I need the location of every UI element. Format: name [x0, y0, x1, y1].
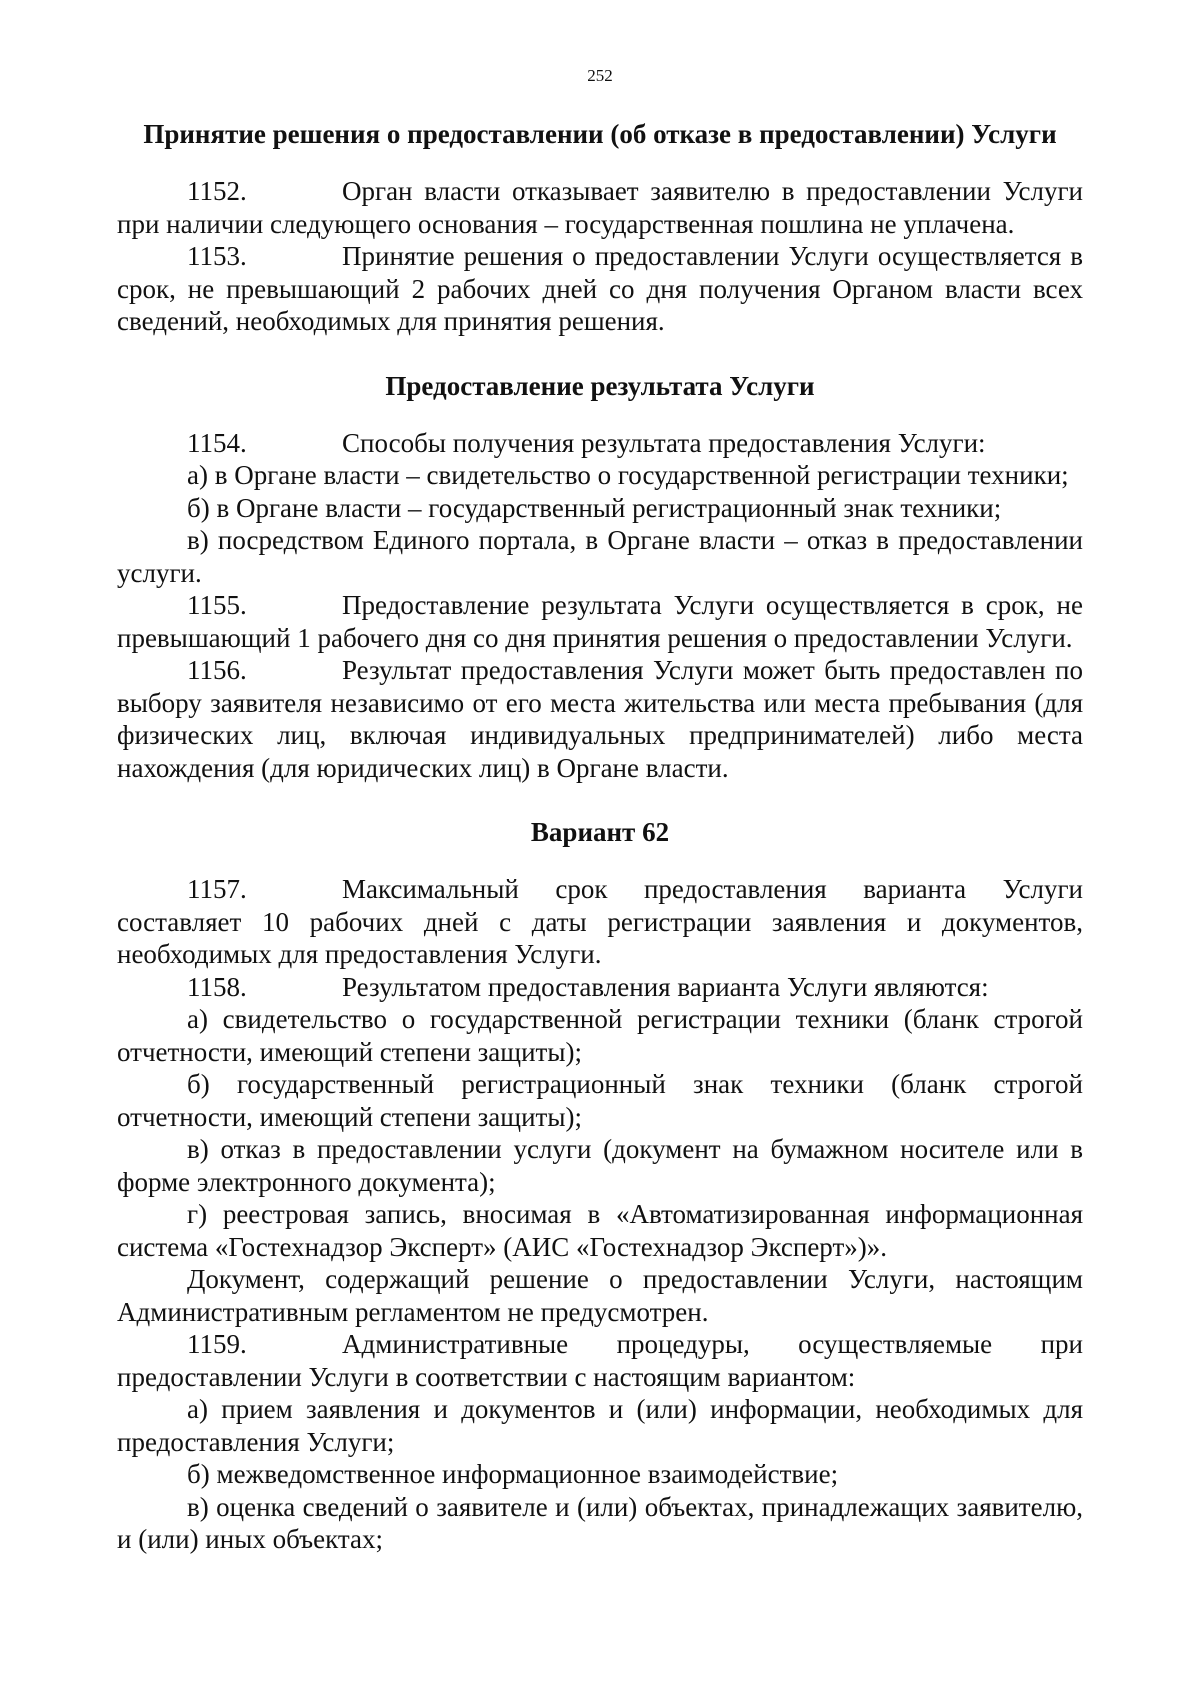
list-item-v: в) отказ в предоставлении услуги (документ на бумажном носителе или в форме электронного документа); — [117, 1134, 1083, 1197]
paragraph-number: 1159. — [187, 1329, 247, 1359]
page-number: 252 — [587, 66, 613, 85]
paragraph-text: Принятие решения о предоставлении Услуги осуществляется в срок, не превышающий 2 рабочих дней со дня получения Органом власти всех сведений, необходимых для принятия решения. — [117, 241, 1083, 336]
paragraph-text: Орган власти отказывает заявителю в предоставлении Услуги при наличии следующего основания – государственная пошлина не уплачена. — [117, 176, 1083, 239]
document-body — [117, 118, 1083, 1556]
paragraph-text: Способы получения результата предоставления Услуги: — [342, 427, 986, 458]
paragraph-text: Административные процедуры, осуществляемые при предоставлении Услуги в соответствии с настоящим вариантом: — [117, 1329, 1083, 1392]
paragraph-text: Результатом предоставления варианта Услуги являются: — [342, 971, 989, 1002]
paragraph-number: 1157. — [187, 874, 247, 904]
paragraph-number: 1158. — [187, 971, 247, 1002]
section-heading: Предоставление результата Услуги — [385, 370, 815, 401]
paragraph-number: 1155. — [187, 590, 247, 620]
paragraph-1157 — [117, 873, 1083, 971]
paragraph-text: Результат предоставления Услуги может быть предоставлен по выбору заявителя независимо от его места жительства или места пребывания (для физических лиц, включая индивидуальных предпринимателей) либо места нахождения (для юридических лиц) в Органе власти. — [117, 655, 1083, 783]
list-item-a: а) в Органе власти – свидетельство о государственной регистрации техники; — [187, 460, 1069, 490]
paragraph-1155 — [117, 589, 1083, 654]
list-item-v: в) посредством Единого портала, в Органе власти – отказ в предоставлении услуги. — [117, 525, 1083, 588]
list-item-a: а) свидетельство о государственной регистрации техники (бланк строгой отчетности, имеющий степени защиты); — [117, 1004, 1083, 1067]
paragraph-1154 — [117, 427, 1083, 460]
list-item-v: в) оценка сведений о заявителе и (или) объектах, принадлежащих заявителю, и (или) иных объектах; — [117, 1491, 1083, 1554]
paragraph-text: Предоставление результата Услуги осуществляется в срок, не превышающий 1 рабочего дня со дня принятия решения о предоставлении Услуги. — [117, 590, 1083, 653]
paragraph-1158 — [117, 971, 1083, 1004]
paragraph-number: 1156. — [187, 655, 247, 685]
paragraph-number: 1152. — [187, 176, 247, 206]
section-heading: Вариант 62 — [530, 817, 670, 847]
paragraph-text: Максимальный срок предоставления варианта Услуги составляет 10 рабочих дней с даты регистрации заявления и документов, необходимых для предоставления Услуги. — [117, 874, 1083, 969]
paragraph-number: 1153. — [187, 241, 247, 271]
section-heading: Принятие решения о предоставлении (об отказе в предоставлении) Услуги — [143, 119, 1057, 149]
list-item-g: г) реестровая запись, вносимая в «Автоматизированная информационная система «Гостехнадзор Эксперт» (АИС «Гостехнадзор Эксперт»)». — [117, 1199, 1083, 1262]
list-item-b: б) государственный регистрационный знак техники (бланк строгой отчетности, имеющий степени защиты); — [117, 1069, 1083, 1132]
paragraph-1156 — [117, 654, 1083, 784]
paragraph-text: Документ, содержащий решение о предоставлении Услуги, настоящим Административным регламентом не предусмотрен. — [117, 1264, 1083, 1327]
paragraph-1159 — [117, 1328, 1083, 1393]
list-item-b: б) в Органе власти – государственный регистрационный знак техники; — [187, 492, 1002, 523]
list-item-b: б) межведомственное информационное взаимодействие; — [187, 1459, 839, 1489]
list-item-a: а) прием заявления и документов и (или) информации, необходимых для предоставления Услуги; — [117, 1394, 1083, 1457]
paragraph-1153 — [117, 240, 1083, 338]
paragraph-number: 1154. — [187, 427, 247, 458]
paragraph-1152 — [117, 175, 1083, 240]
